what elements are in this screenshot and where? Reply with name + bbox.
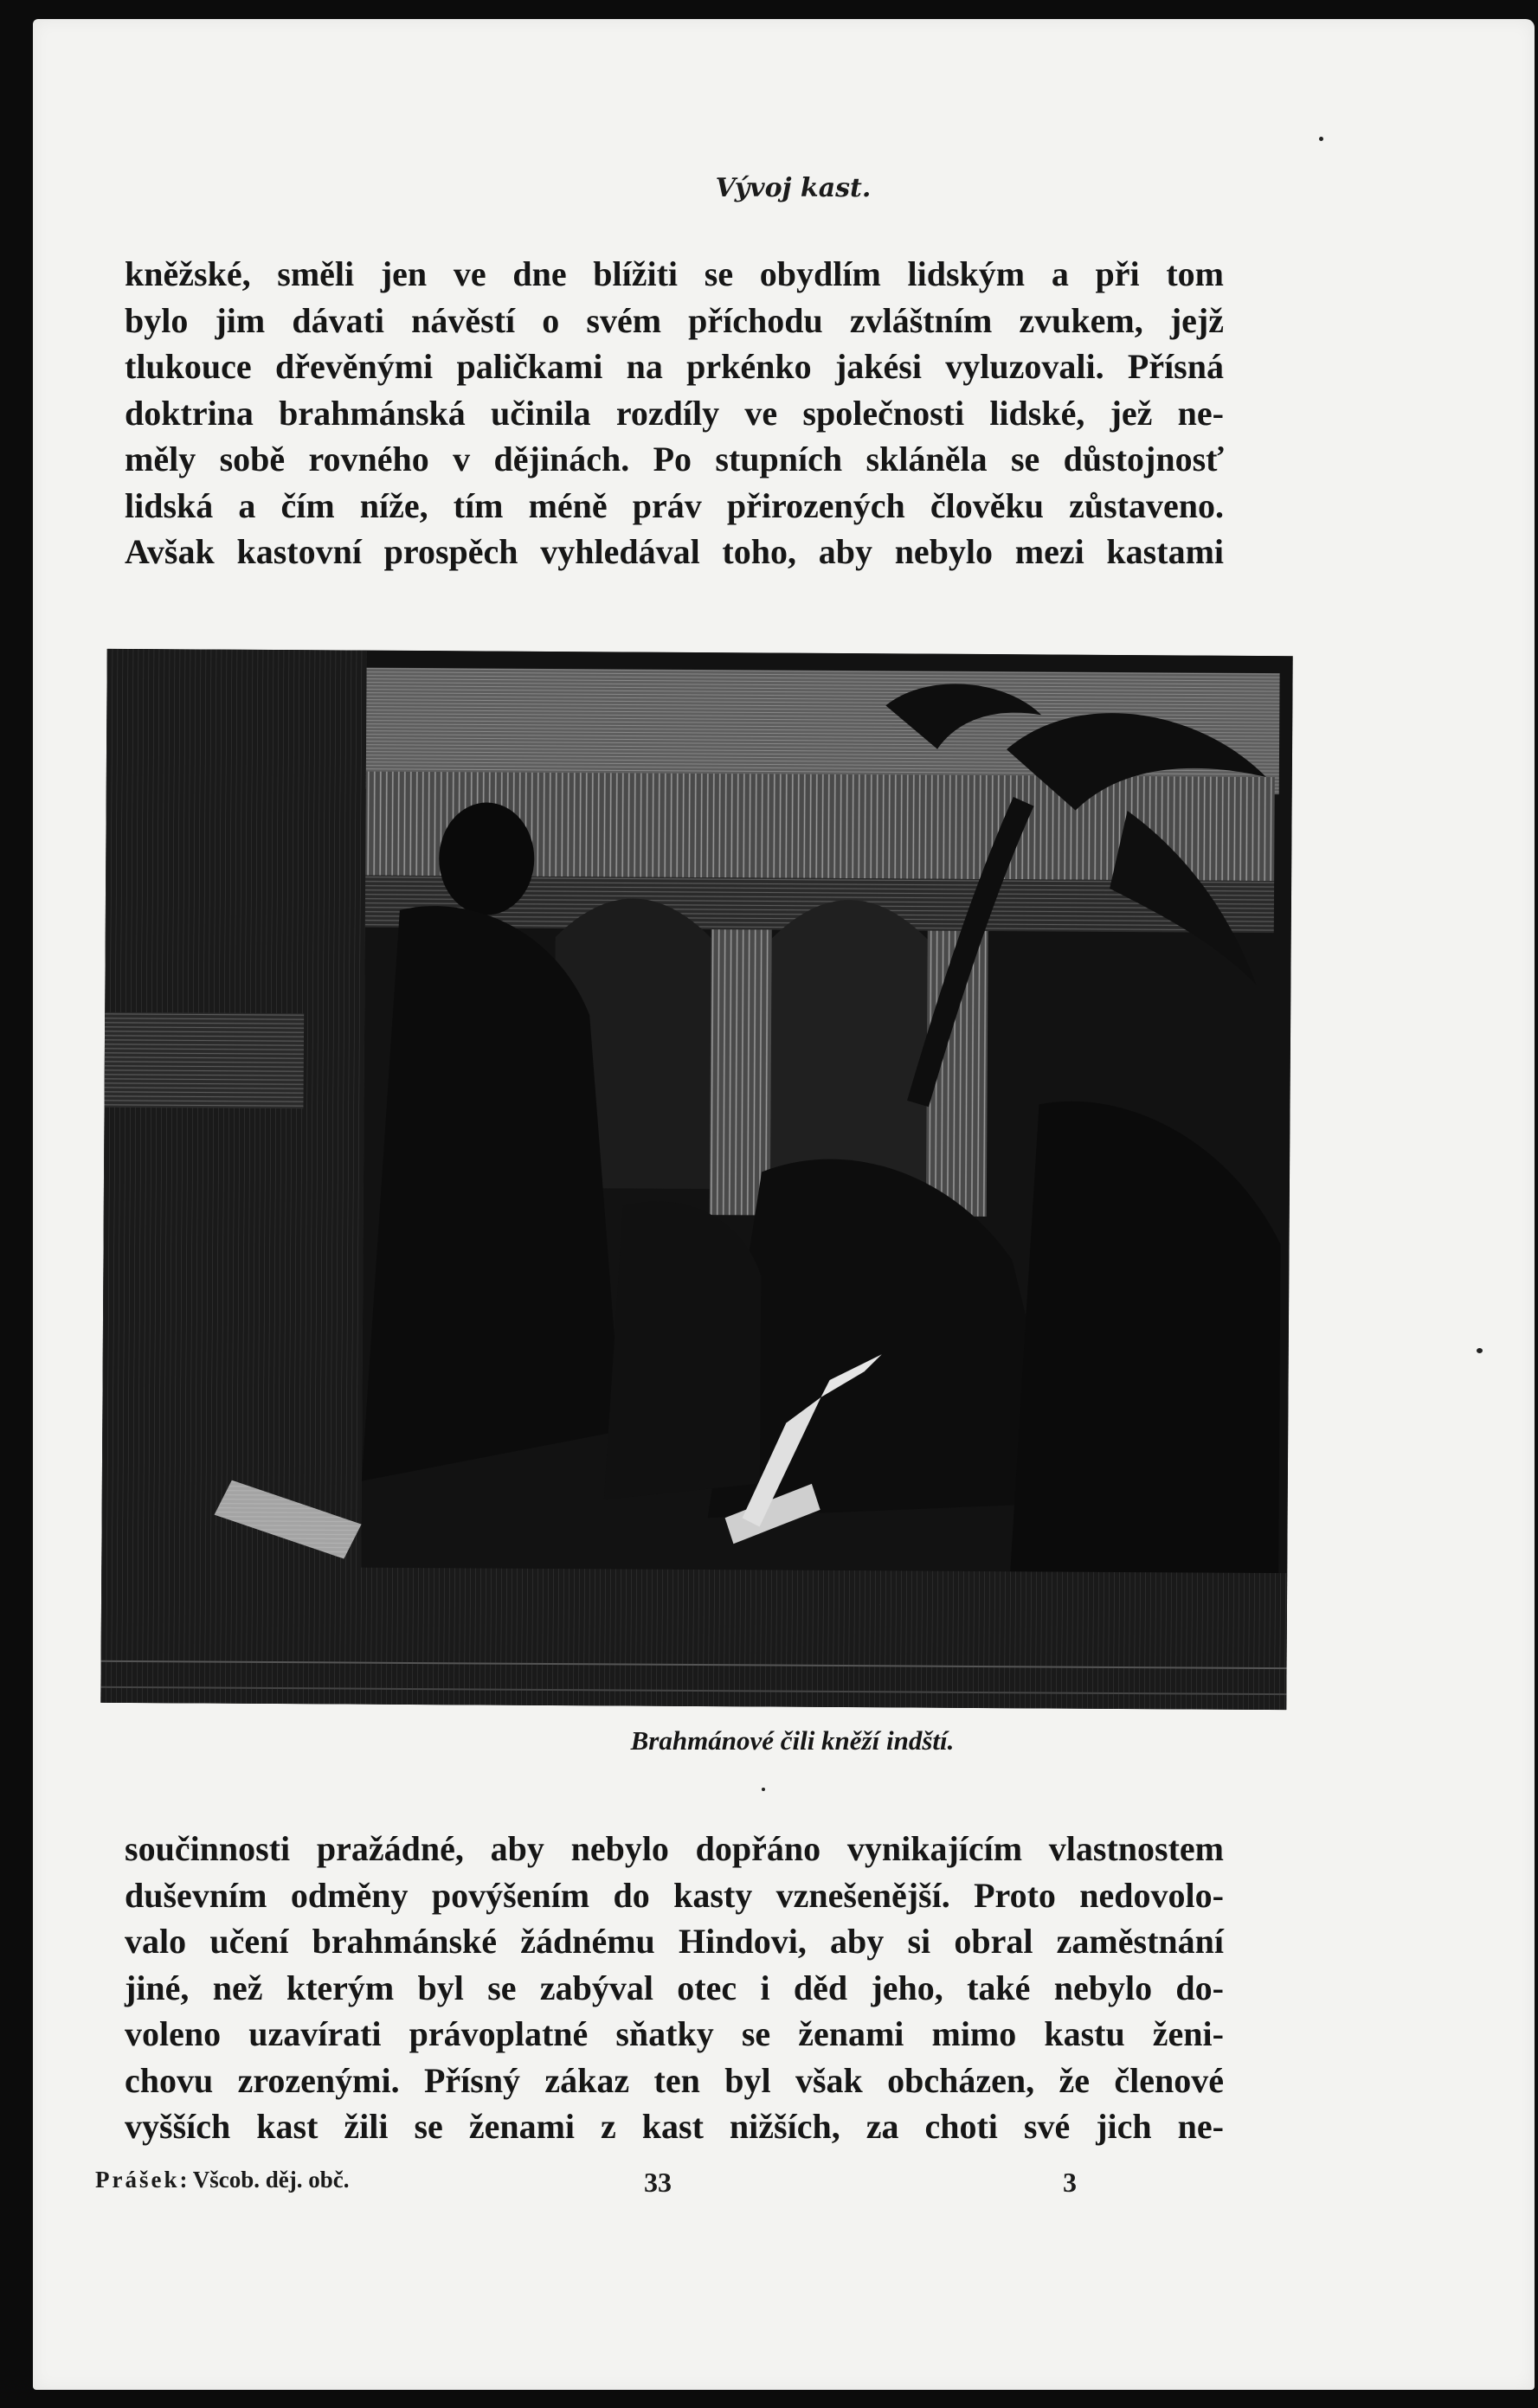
text-line: jiné, než kterým byl se zabýval otec i děd jeho, také nebylo do- [125,1968,1224,2007]
illustration-caption: Brahmánové čili kněží indští. [630,1725,955,1756]
footer-work: : Všcob. děj. obč. [179,2167,350,2193]
text-line: součinnosti pražádné, aby nebylo dopřáno vynikajícím vlastnostem [125,1829,1224,1868]
text-line: kněžské, směli jen ve dne blížiti se obydlím lidským a při tom [125,254,1224,293]
signature-mark: 3 [1063,2167,1077,2198]
engraving-image [100,649,1292,1710]
scan-speck [1319,137,1323,141]
scan-speck [762,1788,765,1791]
text-line: Avšak kastovní prospěch vyhledával toho, aby nebylo mezi kastami [125,532,1224,571]
text-line: duševním odměny povýšením do kasty vznešenější. Proto nedovolo- [125,1875,1224,1915]
scan-speck [1477,1348,1483,1353]
engraving-illustration [100,649,1292,1710]
page-number: 33 [644,2167,672,2198]
text-line: doktrina brahmánská učinila rozdíly ve společnosti lidské, jež ne- [125,393,1224,433]
footer-author: Prášek [95,2167,180,2193]
paragraph-bottom [125,1826,1224,2150]
running-head: Vývoj kast. [715,173,872,203]
text-line: vyšších kast žili se ženami z kast nižších, za choti své jich ne- [125,2107,1224,2146]
text-line: bylo jim dávati návěstí o svém příchodu zvláštním zvukem, jejž [125,300,1224,340]
footer-citation [95,2167,350,2193]
text-line: měly sobě rovného v dějinách. Po stupních skláněla se důstojnosť [125,440,1224,478]
text-line: valo učení brahmánské žádnému Hindovi, aby si obral zaměstnání [125,1922,1224,1961]
text-line: lidská a čím níže, tím méně práv přirozených člověku zůstaveno. [125,485,1224,525]
book-page [33,19,1535,2390]
text-line: tlukouce dřevěnými paličkami na prkénko jakési vyluzovali. Přísná [125,347,1224,386]
text-line: chovu zrozenými. Přísný zákaz ten byl však obcházen, že členové [125,2060,1224,2100]
text-line: voleno uzavírati právoplatné sňatky se ženami mimo kastu ženi- [125,2014,1224,2053]
paragraph-top [125,251,1224,575]
